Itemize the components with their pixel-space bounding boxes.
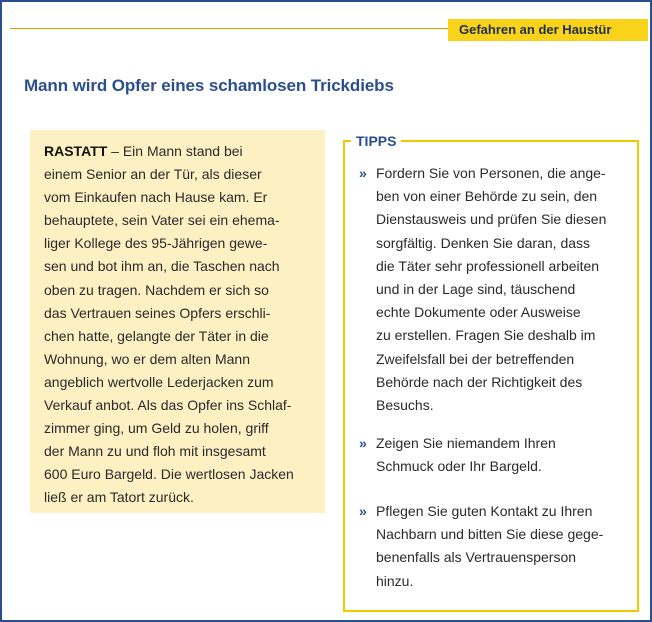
bullet-icon: » — [359, 165, 367, 181]
tip-line: Pflegen Sie guten Kontakt zu Ihren — [376, 503, 593, 519]
tip-line: Schmuck oder Ihr Bargeld. — [376, 458, 542, 475]
story-line: Verkauf anbot. Als das Opfer ins Schlaf- — [44, 397, 292, 414]
story-line: ließ er am Tatort zurück. — [44, 489, 194, 506]
story-line: 600 Euro Bargeld. Die wertlosen Jacken — [44, 466, 294, 483]
story-line: zimmer ging, um Geld zu holen, griff — [44, 420, 269, 437]
story-line: behauptete, sein Vater sei ein ehema- — [44, 212, 280, 229]
tip-text — [376, 500, 603, 593]
tip-line: sorgfältig. Denken Sie daran, dass — [376, 234, 591, 251]
bullet-icon: » — [359, 435, 367, 451]
tip-line: ben von einer Behörde zu sein, den — [376, 188, 598, 205]
tip-line: Fordern Sie von Personen, die ange- — [376, 165, 606, 181]
story-line: chen hatte, gelangte der Täter in die — [44, 327, 269, 344]
story-line: sen und bot ihm an, die Taschen nach — [44, 258, 280, 275]
tips-box — [343, 133, 639, 612]
tip-line: benenfalls als Vertrauensperson — [376, 549, 577, 566]
story-line-text: – Ein Mann stand bei — [107, 143, 243, 159]
story-line: angeblich wertvolle Lederjacken zum — [44, 373, 274, 390]
tip-item — [359, 500, 603, 593]
tip-line: zu erstellen. Fragen Sie deshalb im — [376, 327, 596, 344]
tip-line: Dienstausweis und prüfen Sie diesen — [376, 211, 607, 228]
story-line — [44, 140, 317, 163]
story-line: Wohnung, wo er dem alten Mann — [44, 350, 250, 367]
tip-text — [376, 432, 556, 478]
top-rule — [10, 28, 450, 29]
tip-line: die Täter sehr professionell arbeiten — [376, 257, 600, 274]
story-line: einem Senior an der Tür, als dieser — [44, 166, 262, 183]
bullet-icon: » — [359, 503, 367, 519]
tip-line: echte Dokumente oder Ausweise — [376, 304, 581, 321]
tip-line: hinzu. — [376, 572, 414, 589]
tip-line: Besuchs. — [376, 397, 434, 414]
tip-line: Zeigen Sie niemandem Ihren — [376, 435, 556, 451]
story-line: liger Kollege des 95-Jährigen gewe- — [44, 235, 268, 252]
story-line: das Vertrauen seines Opfers erschli- — [44, 304, 271, 321]
tip-line: Zweifelsfall bei der betreffenden — [376, 350, 575, 367]
tip-item — [359, 432, 556, 478]
tip-line: Behörde nach der Richtigkeit des — [376, 373, 583, 390]
tip-line: und in der Lage sind, täuschend — [376, 281, 576, 298]
story-line: der Mann zu und floh mit insgesamt — [44, 443, 266, 460]
tip-line: Nachbarn und bitten Sie diese gege- — [376, 526, 604, 543]
section-tab: Gefahren an der Haustür — [448, 19, 648, 41]
tip-item — [359, 162, 606, 417]
story-line: oben zu tragen. Nachdem er sich so — [44, 281, 269, 298]
story-dateline: RASTATT — [44, 143, 108, 159]
tips-heading: TIPPS — [351, 132, 401, 150]
story-box — [30, 130, 325, 513]
headline: Mann wird Opfer eines schamlosen Trickdiebs — [24, 76, 394, 95]
tip-text — [376, 162, 606, 417]
story-line: vom Einkaufen nach Hause kam. Er — [44, 189, 268, 206]
